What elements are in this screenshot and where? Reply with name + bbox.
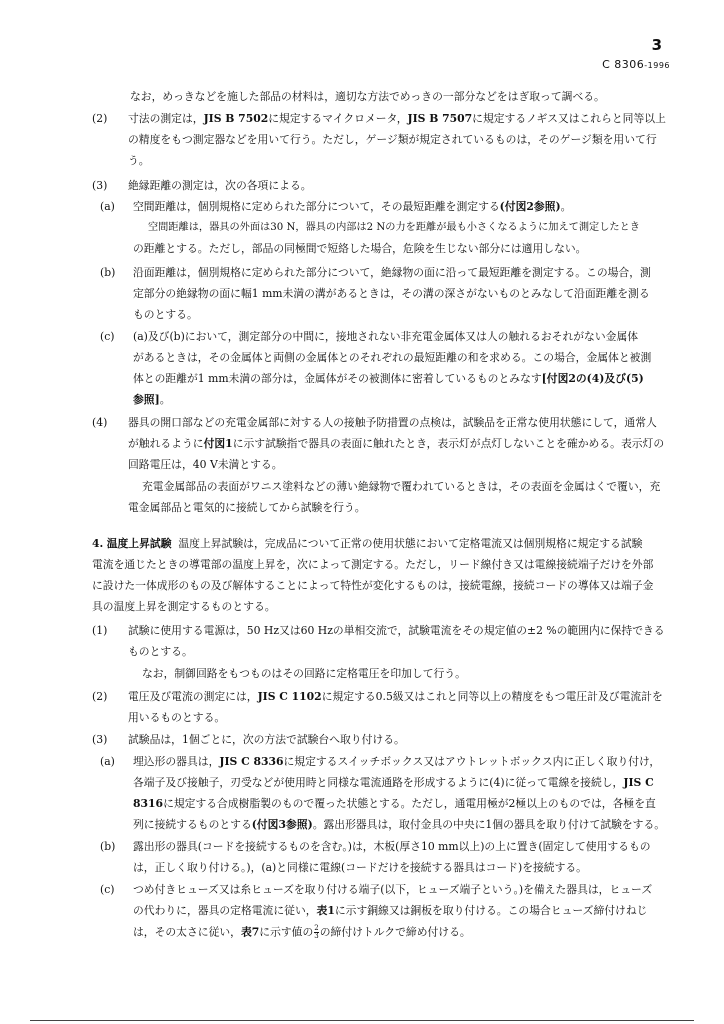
text-line: は，正しく取り付ける。)，(a)と同様に電線(コードだけを接続する器具はコード)を接続する。 <box>133 861 587 874</box>
page-number: 3 <box>651 36 662 54</box>
item-number: (b) <box>100 840 116 853</box>
text-run: に規定する0.5級又はこれと同等以上の精度をもつ電圧計及び電流計を <box>321 690 663 703</box>
text-run: 。 <box>560 200 572 213</box>
text-run: に示す値の <box>259 925 314 939</box>
text-run: 空間距離は，個別規格に定められた部分について，その最短距離を測定する <box>133 200 500 213</box>
text-run: 電圧及び電流の測定には， <box>128 690 258 703</box>
text-line <box>133 776 654 790</box>
text-line: 器具の開口部などの充電金属部に対する人の接触予防措置の点検は，試験品を正常な使用状態にして，通常人 <box>128 416 657 429</box>
text-line: に設けた一体成形のもの及び解体することによって特性が変化するものは，接続電線，接続コードの導体又は端子金 <box>92 579 654 592</box>
text-run: 3 <box>314 932 319 940</box>
item-number: (2) <box>92 112 108 125</box>
fraction <box>314 925 318 940</box>
item-number: (3) <box>92 179 108 192</box>
figure-reference: 参照] <box>133 393 160 406</box>
item-number: (a) <box>100 755 115 768</box>
text-run: 寸法の測定は， <box>128 112 204 125</box>
text-run: 各端子及び接触子，刃受などが使用時と同様な電流通路を形成するように(4)に従って電線を接続し， <box>133 776 624 789</box>
figure-reference: (付図2参照) <box>499 200 561 213</box>
text-run: 体との距離が1 mm未満の部分は，金属体がその被測体に密着しているものとみなす <box>133 372 542 385</box>
text-run: に示す試験指で器具の表面に触れたとき，表示灯が点灯しないことを確かめる。表示灯の <box>232 437 665 450</box>
text-line: 用いるものとする。 <box>128 711 226 724</box>
text-run: の代わりに，器具の定格電流に従い， <box>133 904 317 917</box>
text-run: 。 <box>159 393 171 406</box>
text-line: 定部分の絶縁物の面に幅1 mm未満の溝があるときは，その溝の深さがないものとみなして沿面距離を測る <box>133 287 650 300</box>
text-run: に規定するマイクロメータ， <box>268 112 408 125</box>
item-number: (b) <box>100 266 116 279</box>
text-line: ものとする。 <box>128 645 193 658</box>
item-number: (c) <box>100 883 115 896</box>
table-reference: 表1 <box>316 904 335 917</box>
figure-reference: [付図2の(4)及び(5) <box>541 372 644 385</box>
table-reference: 表7 <box>240 925 260 939</box>
section-number: 4. <box>92 537 104 550</box>
text-line: 回路電圧は，40 V未満とする。 <box>128 458 283 471</box>
jis-reference: JIS C 8336 <box>219 755 284 768</box>
text-line: の距離とする。ただし，部品の同極間で短絡した場合，危険を生じない部分には適用しない。 <box>133 242 587 255</box>
text-line <box>133 755 660 769</box>
figure-reference: (付図3参照) <box>251 818 313 831</box>
text-run: が触れるように <box>128 437 204 450</box>
text-run: 2 <box>314 924 319 932</box>
text-run: に規定するスイッチボックス又はアウトレットボックス内に正しく取り付け， <box>283 755 661 768</box>
item-number: (3) <box>92 733 108 746</box>
section-heading <box>92 537 642 551</box>
text-line: ものとする。 <box>133 308 198 321</box>
text-line: 空間距離は，器具の外面は30 N，器具の内部は2 Nの力を距離が最も小さくなるように加えて測定したとき <box>148 222 640 233</box>
item-number: (c) <box>100 330 115 343</box>
text-line <box>133 818 665 832</box>
text-line: なお，めっきなどを施した部品の材料は，適切な方法でめっきの一部分などをはぎ取って調べる。 <box>130 90 605 103</box>
text-line <box>133 200 571 214</box>
item-number: (2) <box>92 690 108 703</box>
text-line: 電金属部品と電気的に接続してから試験を行う。 <box>128 501 366 514</box>
text-line <box>128 112 666 126</box>
jis-reference: 8316 <box>133 797 164 810</box>
section-title: 温度上昇試験 <box>106 537 172 550</box>
text-line: (a)及び(b)において，測定部分の中間に，接地されない非充電金属体又は人の触れるおそれがない金属体 <box>133 330 639 343</box>
text-run: 列に接続するものとする <box>133 818 252 831</box>
text-line: なお，制御回路をもつものはその回路に定格電圧を印加して行う。 <box>142 667 466 680</box>
text-line <box>133 797 656 811</box>
jis-reference: JIS C 1102 <box>257 690 322 703</box>
text-line: 沿面距離は，個別規格に定められた部分について，絶縁物の面に沿って最短距離を測定する。この場合，測 <box>133 266 651 279</box>
text-line: う。 <box>128 154 150 167</box>
item-number: (4) <box>92 416 108 429</box>
text-line <box>133 925 471 940</box>
doc-id-code: C 8306 <box>602 58 645 71</box>
text-line <box>128 690 663 704</box>
jis-reference: JIS B 7502 <box>203 112 269 125</box>
text-run: 。露出形器具は，取付金具の中央に1個の器具を取り付けて試験をする。 <box>312 818 666 831</box>
text-line <box>128 437 664 451</box>
jis-reference: JIS C <box>623 776 654 789</box>
text-line: 試験品は，1個ごとに，次の方法で試験台へ取り付ける。 <box>128 733 405 746</box>
text-line: の精度をもつ測定器などを用いて行う。ただし，ゲージ類が規定されているものは，そのゲージ類を用いて行 <box>128 133 657 146</box>
text-line: 具の温度上昇を測定するものとする。 <box>92 600 276 613</box>
text-run: に規定する合成樹脂製のもので覆った状態とする。ただし，通電用極が2極以上のものでは，各極を直 <box>163 797 656 810</box>
text-run: に規定するノギス又はこれらと同等以上 <box>472 112 666 125</box>
text-run: 埋込形の器具は， <box>133 755 220 768</box>
text-run: は，その太さに従い， <box>133 925 241 939</box>
document-id <box>602 58 670 71</box>
doc-id-year: -1996 <box>644 61 670 70</box>
item-number: (1) <box>92 624 108 637</box>
jis-reference: JIS B 7507 <box>407 112 473 125</box>
footer-rule <box>30 1020 694 1021</box>
text-line: つめ付きヒューズ又は糸ヒューズを取り付ける端子(以下，ヒューズ端子という。)を備えた器具は，ヒューズ <box>133 883 653 896</box>
text-line <box>133 372 644 386</box>
text-run: 温度上昇試験は，完成品について正常の使用状態において定格電流又は個別規格に規定する試験 <box>178 537 643 550</box>
text-run: の締付けトルクで締め付ける。 <box>319 925 471 939</box>
item-number: (a) <box>100 200 115 213</box>
text-line: 露出形の器具(コードを接続するものを含む。)は，木板(厚さ10 mm以上)の上に置き(固定して使用するもの <box>133 840 651 853</box>
text-run: に示す銅線又は銅板を取り付ける。この場合ヒューズ締付けねじ <box>334 904 648 917</box>
text-line: があるときは，その金属体と両側の金属体とのそれぞれの最短距離の和を求める。この場合，金属体と被測 <box>133 351 652 364</box>
text-line: 試験に使用する電源は，50 Hz又は60 Hzの単相交流で，試験電流をその規定値の±2 %の範囲内に保持できる <box>128 624 665 637</box>
text-line: 電流を通じたときの導電部の温度上昇を，次によって測定する。ただし，リード線付き又は電線接続端子だけを外部 <box>92 558 654 571</box>
figure-reference: 付図1 <box>203 437 233 450</box>
text-line <box>133 904 647 918</box>
text-line: 絶縁距離の測定は，次の各項による。 <box>128 179 312 192</box>
text-line: 充電金属部品の表面がワニス塗料などの薄い絶縁物で覆われているときは，その表面を金属はくで覆い，充 <box>142 480 661 493</box>
text-line <box>133 393 171 407</box>
